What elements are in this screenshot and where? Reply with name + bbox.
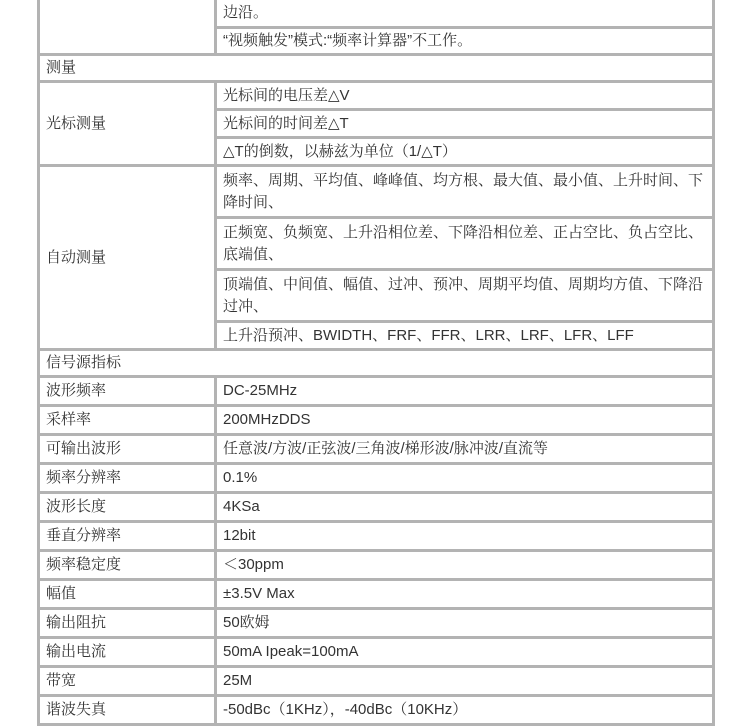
spec-name-cell: 输出阻抗 — [40, 610, 214, 636]
spec-row — [40, 668, 712, 694]
spec-name-cell: 采样率 — [40, 407, 214, 433]
spec-value-cell: 200MHzDDS — [217, 407, 712, 433]
spec-row — [40, 697, 712, 723]
section-title-source: 信号源指标 — [40, 351, 712, 375]
spec-row — [40, 552, 712, 578]
cursor-measure-item-cell: 光标间的时间差△T — [217, 111, 712, 136]
spec-name-cell: 垂直分辨率 — [40, 523, 214, 549]
trigger-tail-cell: “视频触发”模式:“频率计算器”不工作。 — [217, 29, 712, 53]
spec-row — [40, 407, 712, 433]
spec-row — [40, 436, 712, 462]
spec-value-cell: -50dBc（1KHz），-40dBc（10KHz） — [217, 697, 712, 723]
spec-name-cell: 幅值 — [40, 581, 214, 607]
spec-value-cell: 50欧姆 — [217, 610, 712, 636]
table-row — [40, 167, 712, 216]
spec-name-cell: 波形长度 — [40, 494, 214, 520]
spec-name-cell: 频率稳定度 — [40, 552, 214, 578]
spec-row — [40, 639, 712, 665]
spec-value-cell: DC-25MHz — [217, 378, 712, 404]
spec-value-cell: 任意波/方波/正弦波/三角波/梯形波/脉冲波/直流等 — [217, 436, 712, 462]
section-header-row — [40, 56, 712, 80]
merged-empty-cell — [40, 0, 214, 53]
cursor-measure-item-cell: △T的倒数，以赫兹为单位（1/△T） — [217, 139, 712, 164]
section-title-measurement: 测量 — [40, 56, 712, 80]
spec-value-cell: 0.1% — [217, 465, 712, 491]
cursor-measure-item-cell: 光标间的电压差△V — [217, 83, 712, 108]
table-row — [40, 83, 712, 108]
spec-row — [40, 378, 712, 404]
spec-row — [40, 581, 712, 607]
spec-name-cell: 频率分辨率 — [40, 465, 214, 491]
spec-value-cell: 12bit — [217, 523, 712, 549]
auto-measure-label-cell: 自动测量 — [40, 167, 214, 348]
spec-name-cell: 波形频率 — [40, 378, 214, 404]
section-header-row — [40, 351, 712, 375]
table-row — [40, 0, 712, 26]
spec-value-cell: ＜30ppm — [217, 552, 712, 578]
cursor-measure-label-cell: 光标测量 — [40, 83, 214, 164]
spec-row — [40, 610, 712, 636]
spec-value-cell: ±3.5V Max — [217, 581, 712, 607]
spec-name-cell: 谐波失真 — [40, 697, 214, 723]
spec-value-cell: 25M — [217, 668, 712, 694]
auto-measure-item-cell: 上升沿预冲、BWIDTH、FRF、FFR、LRR、LRF、LFR、LFF — [217, 323, 712, 348]
spec-table — [37, 0, 715, 726]
spec-sheet-region — [37, 0, 717, 726]
auto-measure-item-cell: 顶端值、中间值、幅值、过冲、预冲、周期平均值、周期均方值、下降沿过冲、 — [217, 271, 712, 320]
trigger-tail-cell: 边沿。 — [217, 0, 712, 26]
spec-row — [40, 465, 712, 491]
spec-row — [40, 494, 712, 520]
spec-value-cell: 4KSa — [217, 494, 712, 520]
auto-measure-item-cell: 频率、周期、平均值、峰峰值、均方根、最大值、最小值、上升时间、下降时间、 — [217, 167, 712, 216]
auto-measure-item-cell: 正频宽、负频宽、上升沿相位差、下降沿相位差、正占空比、负占空比、底端值、 — [217, 219, 712, 268]
spec-name-cell: 带宽 — [40, 668, 214, 694]
spec-value-cell: 50mA Ipeak=100mA — [217, 639, 712, 665]
spec-name-cell: 输出电流 — [40, 639, 214, 665]
spec-row — [40, 523, 712, 549]
spec-name-cell: 可输出波形 — [40, 436, 214, 462]
